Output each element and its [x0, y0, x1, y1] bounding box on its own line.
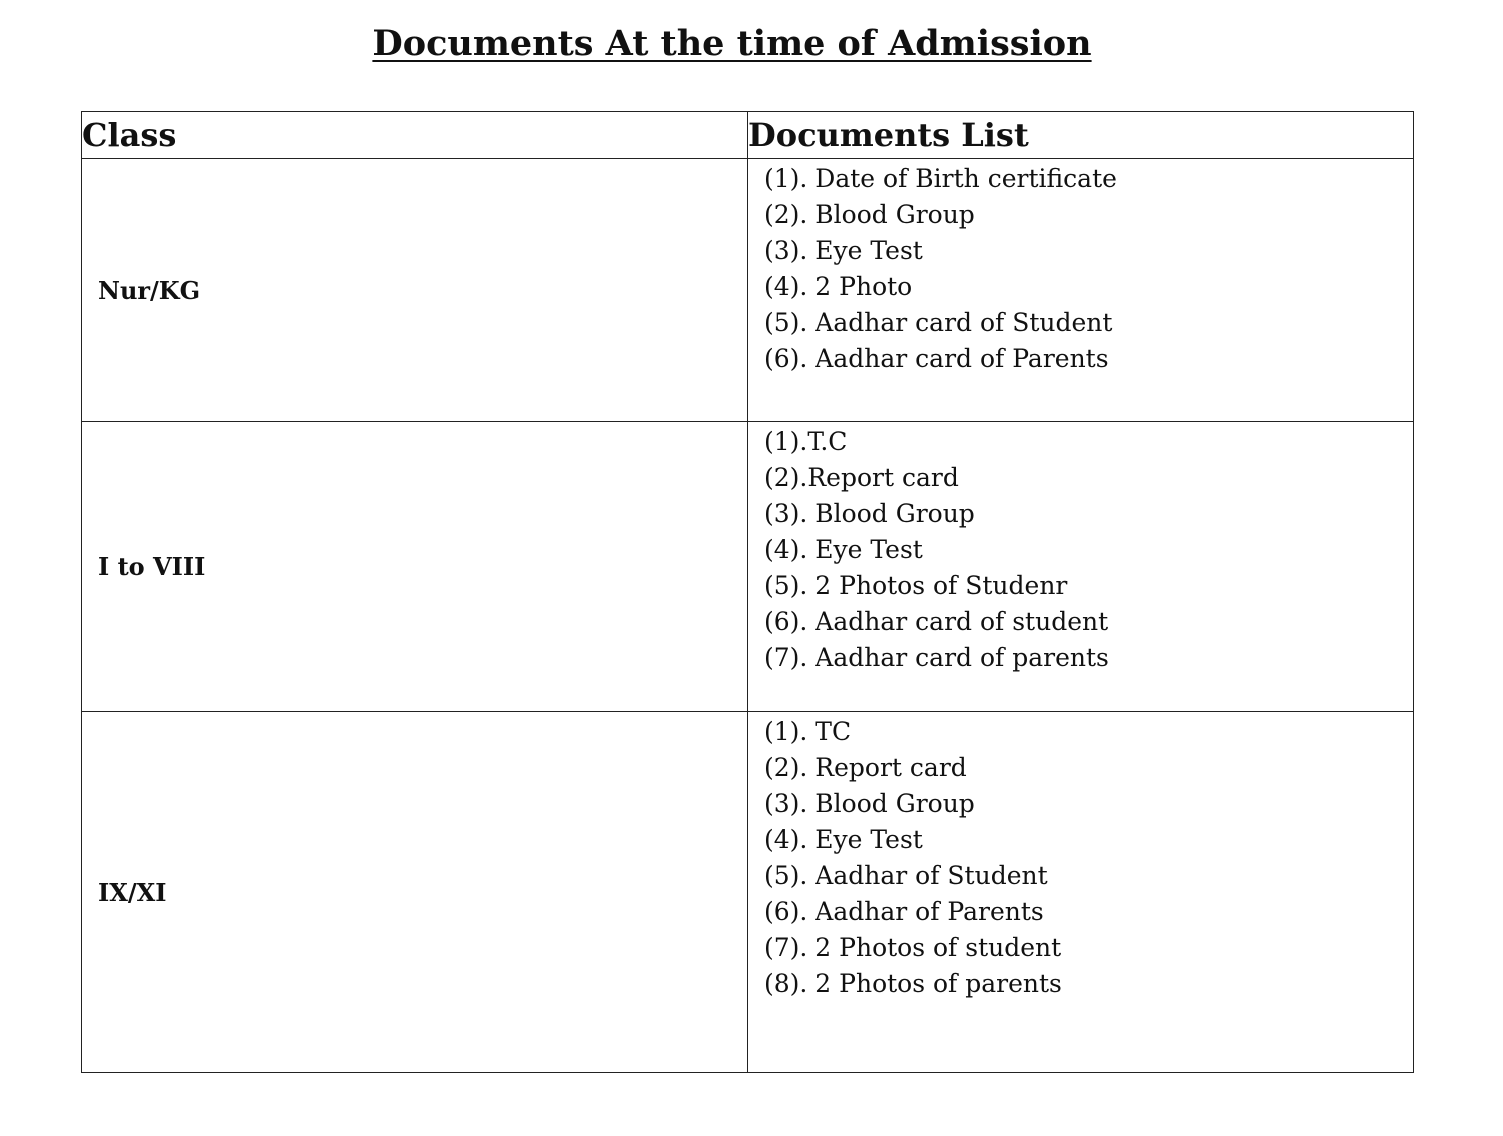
list-item: (5). Aadhar card of Student — [764, 308, 1113, 337]
list-item: (7). 2 Photos of student — [764, 933, 1062, 962]
table-row — [82, 422, 1414, 712]
list-item: (1). Date of Birth certificate — [764, 164, 1117, 193]
documents-list — [764, 424, 1413, 676]
class-cell: I to VIII — [82, 422, 748, 712]
table-header-row — [82, 112, 1414, 159]
documents-cell — [748, 712, 1414, 1073]
column-header-class: Class — [82, 112, 748, 159]
list-item: (8). 2 Photos of parents — [764, 969, 1062, 998]
list-item: (4). Eye Test — [764, 535, 923, 564]
documents-list — [764, 161, 1413, 377]
documents-table — [81, 111, 1414, 1073]
table-row — [82, 712, 1414, 1073]
page-title: Documents At the time of Admission — [372, 23, 1092, 64]
list-item: (6). Aadhar card of Parents — [764, 344, 1109, 373]
documents-cell — [748, 159, 1414, 422]
list-item: (3). Blood Group — [764, 789, 975, 818]
list-item: (7). Aadhar card of parents — [764, 643, 1109, 672]
list-item: (3). Eye Test — [764, 236, 923, 265]
table-row — [82, 159, 1414, 422]
list-item: (2). Blood Group — [764, 200, 975, 229]
list-item: (1).T.C — [764, 427, 848, 456]
list-item: (5). Aadhar of Student — [764, 861, 1048, 890]
list-item: (4). Eye Test — [764, 825, 923, 854]
list-item: (1). TC — [764, 717, 852, 746]
list-item: (2).Report card — [764, 463, 959, 492]
class-cell: IX/XI — [82, 712, 748, 1073]
list-item: (6). Aadhar of Parents — [764, 897, 1044, 926]
list-item: (5). 2 Photos of Studenr — [764, 571, 1068, 600]
list-item: (2). Report card — [764, 753, 967, 782]
documents-cell — [748, 422, 1414, 712]
list-item: (4). 2 Photo — [764, 272, 913, 301]
column-header-documents: Documents List — [748, 112, 1414, 159]
list-item: (6). Aadhar card of student — [764, 607, 1109, 636]
list-item: (3). Blood Group — [764, 499, 975, 528]
class-cell: Nur/KG — [82, 159, 748, 422]
documents-list — [764, 714, 1413, 1002]
